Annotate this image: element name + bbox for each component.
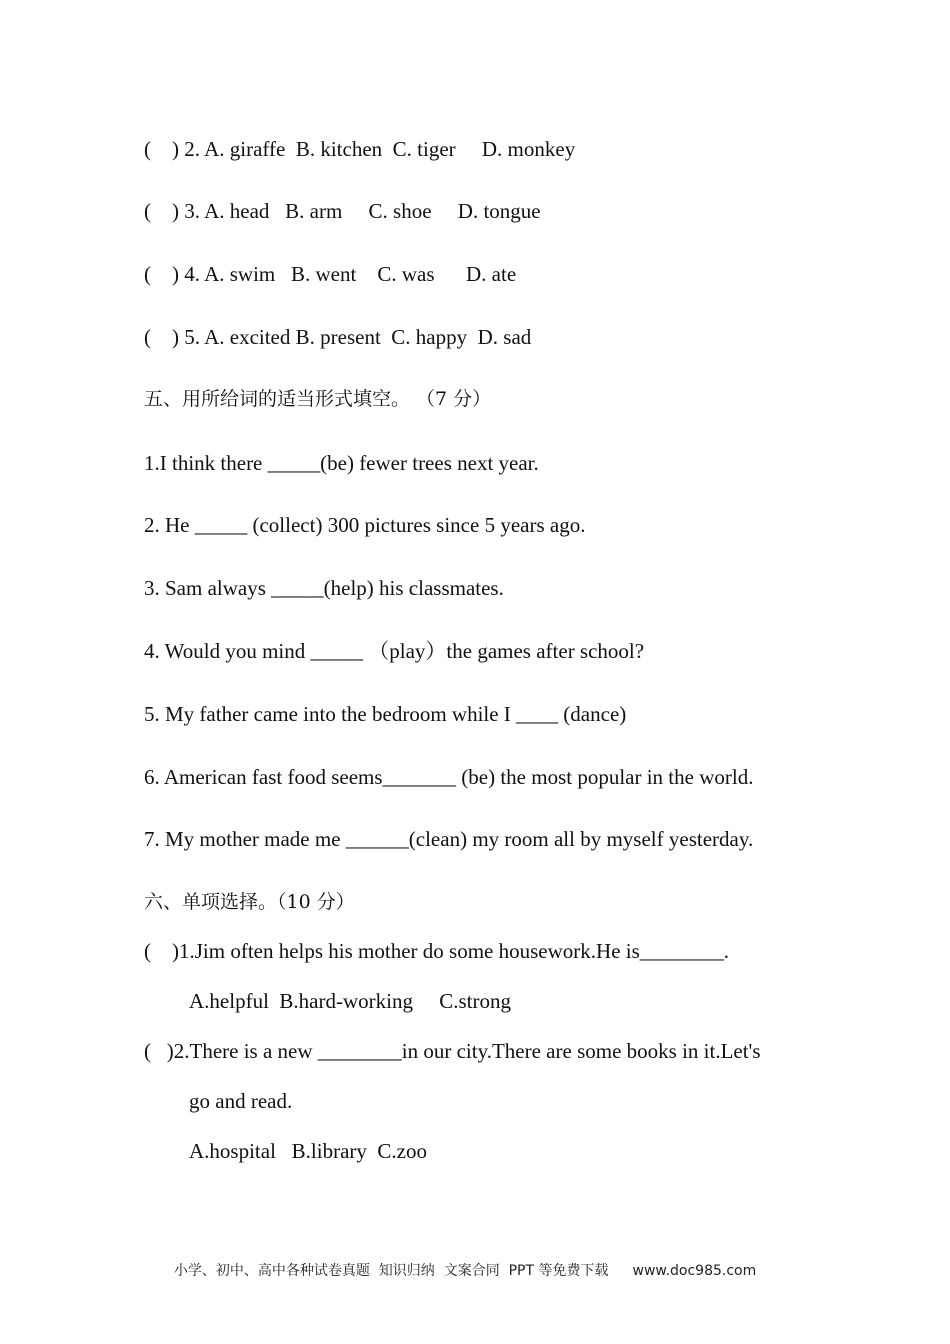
section5-item: 5. My father came into the bedroom while I ____ (dance) [144,702,627,726]
section5-item: 1.I think there _____(be) fewer trees next year. [144,451,539,475]
question-2-continued: go and read. [189,1089,293,1113]
footer-text: 小学、初中、高中各种试卷真题 知识归纳 文案合同 PPT 等免费下载 [173,1263,609,1279]
section5-item: 6. American fast food seems_______ (be) the most popular in the world. [144,765,754,789]
footer-url[interactable]: www.doc985.com [632,1263,757,1279]
question-1: ( )1.Jim often helps his mother do some housework.He is________. [144,939,730,963]
question-1-options: A.helpful B.hard-working C.strong [189,989,511,1013]
section4-item: ( ) 2. A. giraffe B. kitchen C. tiger D. monkey [144,137,576,161]
question-2: ( )2.There is a new ________in our city.There are some books in it.Let's [144,1039,761,1063]
question-2-options: A.hospital B.library C.zoo [189,1139,427,1163]
section5-item: 3. Sam always _____(help) his classmates. [144,576,504,600]
section5-item: 4. Would you mind _____ （play）the games after school? [144,639,645,663]
section4-item: ( ) 3. A. head B. arm C. shoe D. tongue [144,199,541,223]
section6-heading: 六、单项选择。（10 分） [144,891,355,913]
section5-item: 7. My mother made me ______(clean) my room all by myself yesterday. [144,827,754,851]
section4-item: ( ) 4. A. swim B. went C. was D. ate [144,262,517,286]
page-footer [165,1244,756,1280]
section5-heading: 五、用所给词的适当形式填空。 （7 分） [144,388,492,410]
section5-item: 2. He _____ (collect) 300 pictures since 5 years ago. [144,513,586,537]
section4-item: ( ) 5. A. excited B. present C. happy D. sad [144,325,532,349]
